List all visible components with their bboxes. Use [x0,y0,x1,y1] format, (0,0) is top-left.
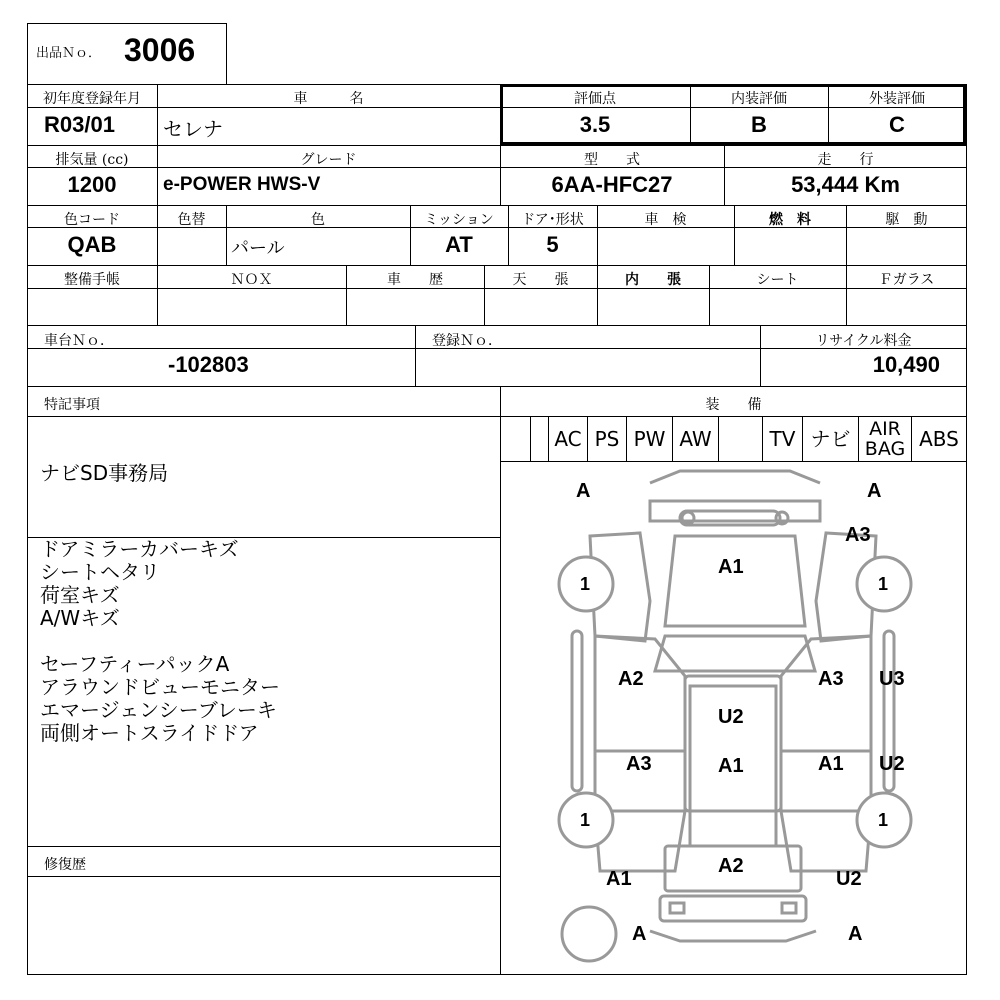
score-value: 3.5 [579,112,611,137]
damage-roof: U2 [718,706,744,728]
disp-value: 1200 [67,172,117,197]
history-label: 車 歴 [387,272,443,288]
chassis-label: 車台Ｎｏ． [44,333,114,349]
notes-label: 特記事項 [44,397,100,413]
mission-value: AT [445,232,473,257]
color-label: 色 [311,212,325,228]
equipment-item: ABS [911,416,966,461]
grade-label: グレード [300,152,357,168]
damage-rear-bumper-left: A [632,923,647,945]
fuel-label: 燃 料 [769,212,811,228]
seat-label: シート [756,272,799,288]
damage-right-front-door: A3 [818,668,844,690]
damage-tire-fr: 1 [878,574,889,594]
notes-text-top: ナビSD事務局 [40,461,169,485]
equipment-item: ナビ [802,416,858,461]
damage-front-left: A [576,480,591,502]
equipment-item: AC [548,416,587,461]
damage-hood: A1 [718,556,744,578]
recycle-label: リサイクル料金 [815,333,912,349]
model-value: 6AA-HFC27 [551,172,673,197]
damage-center-rear: A1 [718,755,744,777]
reg-label: 初年度登録年月 [43,91,141,107]
color-value: パール [231,238,285,259]
damage-left-rear-door: A3 [626,753,652,775]
damage-tire-rr: 1 [878,810,889,830]
nox-label: ＮＯＸ [230,272,273,288]
regno-label: 登録Ｎｏ． [432,333,502,349]
repaint-label: 色替 [177,212,206,228]
mileage-value: 53,444 Km [791,172,900,197]
interior-label: 内装評価 [731,91,787,107]
damage-rear-bumper-right: A [848,923,863,945]
damage-front-right: A [867,480,882,502]
door-value: 5 [546,232,559,257]
mileage-label: 走 行 [817,152,874,168]
damage-tailgate: A2 [718,855,744,877]
roof-label: 天 張 [512,272,569,288]
damage-right-rear-door: A1 [818,753,844,775]
equipment-item [530,416,548,461]
interior-value: B [751,112,767,137]
glass-label: Ｆガラス [878,272,935,288]
equipment-item: TV [762,416,802,461]
grade-value: e-POWER HWS-V [163,174,321,195]
repair-history-label: 修復歴 [44,857,86,873]
damage-right-rear-corner: U2 [836,868,862,890]
name-value: セレナ [163,117,223,141]
reg-value: R03/01 [44,112,115,137]
recycle-value: 10,490 [872,352,940,377]
mission-label: ミッション [424,212,494,228]
name-label: 車 名 [293,91,364,107]
equipment-label: 装 備 [705,397,762,413]
damage-right-rear-sill: U2 [879,753,905,775]
lot-number: 3006 [124,32,196,68]
disp-label: 排気量 (cc) [55,152,129,168]
door-label: ドア･形状 [521,212,584,228]
drive-label: 駆 動 [885,212,928,228]
equipment-item: PW [626,416,672,461]
color-code-value: QAB [67,232,117,257]
chassis-value: -102803 [168,352,249,377]
score-label: 評価点 [574,91,616,107]
damage-left-rear-corner: A1 [606,868,632,890]
inspection-label: 車 検 [644,212,687,228]
lot-label: 出品Ｎｏ． [36,46,102,61]
equipment-item: AIR BAG [858,416,911,461]
interior2-label: 内 張 [625,272,681,288]
exterior-label: 外装評価 [869,91,925,107]
damage-left-front-door: A2 [618,668,644,690]
damage-tire-rl: 1 [580,810,591,830]
notes-text-bottom: ドアミラーカバーキズ シートヘタリ 荷室キズ A/Wキズ セーフティーパックA アラウンドビューモニター エマージェンシーブレーキ 両側オートスライドドア [40,537,280,745]
damage-tire-fl: 1 [580,574,591,594]
damage-right-front-sill: U3 [879,668,905,690]
color-code-label: 色コード [64,212,120,228]
maint-label: 整備手帳 [64,272,120,288]
damage-right-front-corner: A3 [845,524,871,546]
equipment-item: PS [587,416,626,461]
equipment-item: AW [672,416,718,461]
equipment-item [718,416,762,461]
model-label: 型 式 [584,152,640,168]
exterior-value: C [889,112,905,137]
